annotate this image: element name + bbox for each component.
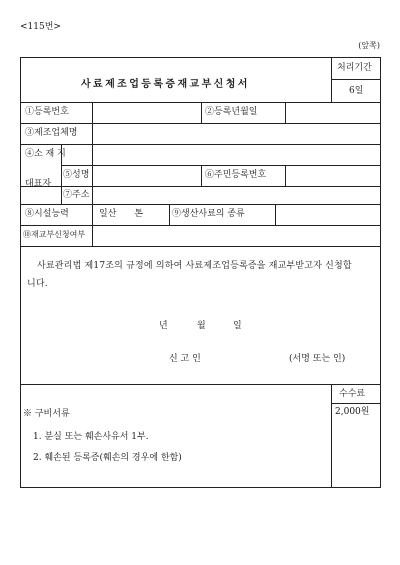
processing-label: 처리기간 [337,63,372,73]
reg-no-label: ①등록번호 [25,107,69,117]
side-label: (앞쪽) [358,41,380,50]
reg-no-field[interactable] [95,104,199,121]
capacity-unit: 일산 톤 [99,209,144,219]
rep-addr-field[interactable] [95,188,378,202]
date-year-label: 년 [159,321,168,331]
application-form [20,57,381,488]
rep-addr-label: ⑦주소 [63,190,90,200]
date-day-label: 일 [233,321,242,331]
fee-label: 수수료 [339,389,366,399]
document-item: 1. 분실 또는 훼손사유서 1부. [33,432,149,442]
reissue-label: ⑩재교부신청여부 [23,230,86,239]
company-name-label: ③제조업체명 [25,128,78,138]
signature-label: (서명 또는 인) [289,354,346,364]
processing-value: 6일 [349,86,364,96]
rep-id-label: ⑥주민등록번호 [205,170,267,180]
rep-name-field[interactable] [95,167,199,184]
applicant-label: 신 고 인 [169,354,201,364]
form-title: 사료제조업등록증재교부신청서 [81,79,250,90]
form-number: <115번> [20,22,61,32]
document-item: 2. 훼손된 등록증(훼손의 경우에 한함) [33,453,182,463]
rep-name-label: ⑤성명 [63,170,90,180]
reissue-field[interactable] [95,227,378,244]
date-month-label: 월 [197,321,206,331]
location-label: ④소 재 지 [25,149,66,159]
processing-divider [331,79,380,80]
location-field[interactable] [95,146,378,163]
reg-date-label: ②등록년월일 [205,107,258,117]
feed-type-field[interactable] [278,206,378,223]
representative-label: 대표자 [25,179,52,189]
company-name-field[interactable] [95,125,378,142]
feed-type-label: ⑨생산사료의 종류 [172,209,245,219]
statement-text: 사료관리법 제17조의 규정에 의하여 사료제조업등록증을 재교부받고자 신청합니다. [27,261,352,289]
fee-value: 2,000원 [335,407,370,417]
rep-id-field[interactable] [288,167,378,184]
reg-date-field[interactable] [288,104,378,121]
facility-label: ⑧시설능력 [25,209,69,219]
documents-heading: ※ 구비서류 [23,409,70,419]
